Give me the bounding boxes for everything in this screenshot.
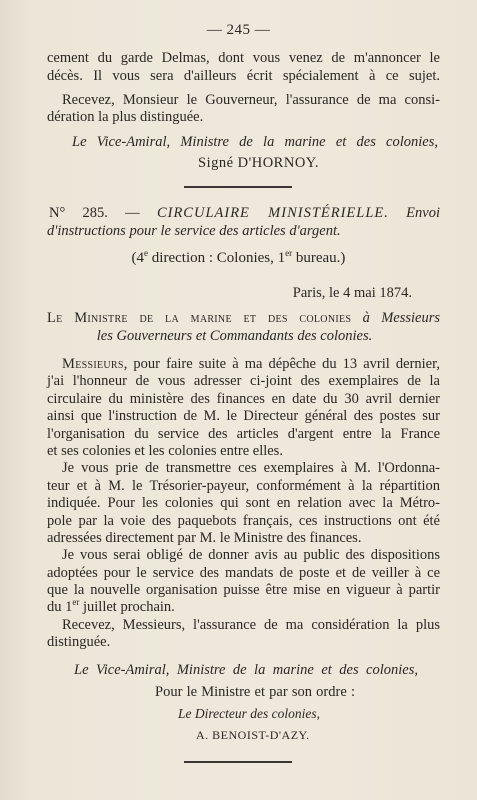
body-line: teur et à M. le Trésorier-payeur, conformément à la répartition (47, 477, 440, 494)
body-line: adoptées pour le service des mandats de poste et de veiller à ce (47, 564, 440, 581)
body-line: circulaire du ministère des finances en date du 30 avril dernier (47, 390, 440, 407)
circular-number: N° 285. — (49, 205, 140, 221)
letter-body (47, 356, 440, 652)
signature-title: Le Vice-Amiral, Ministre de la marine et des colonies, (74, 662, 418, 678)
direction-text: bureau.) (292, 250, 346, 266)
circular-direction (0, 249, 477, 267)
body-line: Je vous prie de transmettre ces exemplaires à M. l'Ordonna- (62, 460, 440, 477)
circular-subject: d'instructions pour le service des articles d'argent. (47, 223, 341, 239)
body-line: l'organisation du service des articles d'argent entre la France (47, 425, 440, 442)
address-recipients: les Gouverneurs et Commandants des colonies. (96, 328, 373, 344)
previous-letter-line: cement du garde Delmas, dont vous venez de m'annoncer le (47, 50, 440, 66)
salutation: Messieurs (62, 356, 124, 372)
body-line: distinguée. (47, 634, 111, 651)
body-line: ainsi que l'instruction de M. le Directeur général des postes sur (47, 408, 440, 425)
direction-text: direction : Colonies, 1 (148, 250, 286, 266)
signer-title: Le Directeur des colonies, (178, 706, 320, 721)
section-divider (184, 761, 292, 763)
circular-heading-line (49, 204, 440, 222)
body-line: Je vous serai obligé de donner avis au public des dispositions (62, 547, 440, 564)
body-line: Recevez, Messieurs, l'assurance de ma considération la plus (62, 616, 440, 633)
body-line: j'ai l'honneur de vous adresser ci-joint des exemplaires de la (47, 373, 440, 390)
previous-signature-title: Le Vice-Amiral, Ministre de la marine et des colonies, (72, 134, 438, 150)
superscript: er (285, 248, 293, 258)
body-line (47, 599, 440, 616)
previous-signature-name: Signé D'HORNOY. (198, 155, 320, 171)
previous-letter-closing-line: dération la plus distinguée. (47, 109, 204, 125)
direction-text: (4 (131, 250, 145, 266)
place-and-date: Paris, le 4 mai 1874. (292, 285, 412, 301)
address-line (47, 309, 440, 327)
address-sender: Le Ministre de la marine et des colonies (47, 310, 352, 326)
previous-letter-line: décès. Il vous sera d'ailleurs écrit spécialement à ce sujet. (47, 68, 440, 84)
superscript: e (144, 248, 149, 258)
address-to: à Messieurs (362, 310, 440, 326)
body-line (47, 356, 440, 373)
circular-type: CIRCULAIRE MINISTÉRIELLE. (156, 205, 389, 221)
superscript: er (72, 597, 80, 608)
body-line-text: juillet prochain. (79, 599, 175, 616)
circular-subject-lead: Envoi (406, 205, 440, 221)
body-line: que la nouvelle organisation puisse être mise en vigueur à partir (47, 582, 440, 599)
body-line: indiquée. Pour les colonies qui sont en relation avec la Métro- (47, 495, 440, 512)
body-line: pole par la voie des paquebots français, ces instructions ont été (47, 512, 440, 529)
signer-name: A. BENOIST-D'AZY. (196, 728, 310, 742)
body-line-text: du 1 (47, 599, 73, 616)
body-line-text: , pour faire suite à ma dépêche du 13 avril dernier, (123, 356, 440, 372)
body-line: et ses colonies et les colonies entre elles. (47, 442, 283, 459)
section-divider (184, 186, 292, 188)
page-number: — 245 — (206, 22, 271, 38)
previous-letter-closing-line: Recevez, Monsieur le Gouverneur, l'assurance de ma consi- (62, 92, 440, 108)
body-line: adressées directement par M. le Ministre des finances. (47, 529, 362, 546)
signature-delegation: Pour le Ministre et par son ordre : (155, 684, 355, 700)
